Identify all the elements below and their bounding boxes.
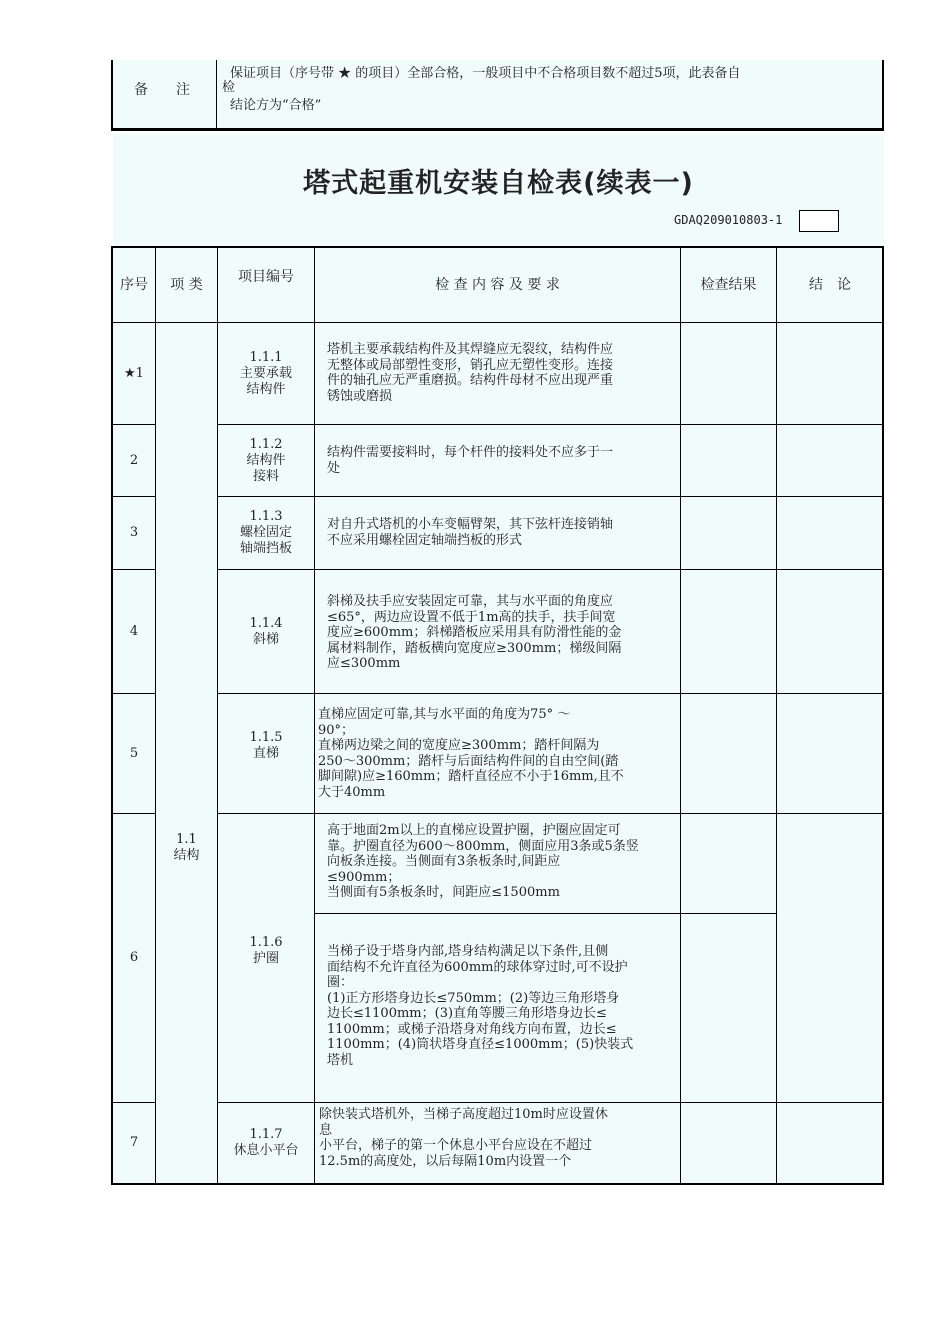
row-sep-6 [217,1102,884,1103]
col-line-seq [155,246,156,1185]
row-6-item: 1.1.6 护圈 [249,935,283,966]
row-1-conclusion-cell[interactable] [777,323,883,424]
row-4-item: 1.1.4 斜梯 [249,615,283,647]
row-5-result-cell[interactable] [681,694,776,813]
row-3-seq: 3 [129,525,139,540]
header-seq: 序号 [120,277,148,293]
row-1-item: 1.1.1 主要承载 结构件 [239,349,292,397]
table-right-border [882,246,884,1185]
remark-line-3: 结论方为“合格” [230,98,322,113]
row-6-requirement-b: 当梯子设于塔身内部,塔身结构满足以下条件,且侧 面结构不允许直径为600mm的球体穿过时,可不设护 圈： (1)正方形塔身边长≤750mm；(2)等边三角形塔身 边长≤1100mm；(3)直角等腰三角形塔身边长≤ 1100mm；或梯子沿塔身对角线方向布置，边长≤ 1100mm；(4)筒状塔身直径≤1000mm；(5)快装式 塔机 [327,944,634,1068]
header-conclusion: 结 论 [809,277,851,293]
row-sep-seq-3 [111,569,155,570]
row-4-result-cell[interactable] [681,570,776,693]
header-result: 检查结果 [700,277,757,293]
header-content: 检 查 内 容 及 要 求 [435,277,560,293]
table-bottom-border [111,1183,884,1185]
row-4-requirement: 斜梯及扶手应安装固定可靠，其与水平面的角度应 ≤65°，两边应设置不低于1m高的扶手，扶手间宽 度应≥600mm；斜梯踏板应采用具有防滑性能的金 属材料制作，踏板横向宽度应≥300mm；梯级间隔 应≤300mm [327,594,622,671]
row-5-conclusion-cell[interactable] [777,694,883,813]
row-1-seq: ★1 [124,365,144,381]
row-2-requirement: 结构件需要接料时，每个杆件的接料处不应多于一 处 [327,445,614,476]
row-6-conclusion-cell[interactable] [777,814,883,1102]
remark-line-1: 保证项目（序号带 ★ 的项目）全部合格，一般项目中不合格项目数不超过5项，此表备自 [230,66,741,81]
row-5-requirement: 直梯应固定可靠,其与水平面的角度为75° ～ 90°； 直梯两边梁之间的宽度应≥300mm；踏杆间隔为 250～300mm；踏杆与后面结构件间的自由空间(踏 脚间隙)应≥160mm；踏杆直径应不小于16mm,且不 大于40mm [318,707,624,800]
remark-divider [216,60,217,130]
row-sep-2 [217,496,884,497]
row-sep-seq-4 [111,693,155,694]
row-7-requirement: 除快装式塔机外，当梯子高度超过10m时应设置休 息 小平台，梯子的第一个休息小平台应设在不超过 12.5m的高度处，以后每隔10m内设置一个 [319,1107,608,1169]
header-bottom-border [111,322,884,323]
category-structure: 1.1 结构 [173,832,200,863]
row-6-requirement-a: 高于地面2m以上的直梯应设置护圈，护圈应固定可 靠。护圈直径为600～800mm，侧面应用3条或5条竖 向板条连接。当侧面有3条板条时,间距应 ≤900mm； 当侧面有5条板条时，间距应≤1500mm [327,823,639,900]
remark-right-border [882,60,884,131]
row-7-seq: 7 [129,1135,139,1150]
row-7-result-cell[interactable] [681,1103,776,1183]
row-3-requirement: 对自升式塔机的小车变幅臂架，其下弦杆连接销轴 不应采用螺栓固定轴端挡板的形式 [327,517,614,548]
row-4-seq: 4 [129,623,139,639]
page-title: 塔式起重机安装自检表(续表一) [303,167,694,199]
row-6-seq: 6 [129,950,139,965]
row-3-conclusion-cell[interactable] [777,497,883,569]
remark-left-border [111,60,113,131]
row-sep-seq-2 [111,496,155,497]
row-sep-seq-1 [111,424,155,425]
remark-label: 备 注 [134,82,190,98]
row-6-result-cell-b[interactable] [681,914,776,1102]
table-left-border [111,246,113,1185]
row-3-result-cell[interactable] [681,497,776,569]
col-line-category [217,246,218,1185]
row-2-conclusion-cell[interactable] [777,425,883,496]
row-5-seq: 5 [129,745,139,761]
row-sep-seq-5 [111,813,155,814]
row-7-conclusion-cell[interactable] [777,1103,883,1183]
row-sep-1 [217,424,884,425]
row-sep-3 [217,569,884,570]
row-1-requirement: 塔机主要承载结构件及其焊缝应无裂纹，结构件应 无整体或局部塑性变形，销孔应无塑性变形。连接 件的轴孔应无严重磨损。结构件母材不应出现严重 锈蚀或磨损 [327,342,614,404]
col-line-item [314,246,315,1185]
doc-code-input-box[interactable] [799,210,839,232]
row-5-item: 1.1.5 直梯 [249,730,283,761]
row-2-item: 1.1.2 结构件 接料 [246,436,286,484]
row-2-result-cell[interactable] [681,425,776,496]
row-sep-seq-6 [111,1102,155,1103]
row-1-result-cell[interactable] [681,323,776,424]
row-sep-4 [217,693,884,694]
row-4-conclusion-cell[interactable] [777,570,883,693]
doc-code: GDAQ209010803-1 [674,213,783,227]
remark-row [112,60,884,130]
header-category: 项 类 [170,277,203,293]
row-7-item: 1.1.7 休息小平台 [233,1127,299,1158]
remark-line-2: 检 [222,80,236,95]
table-top-border [111,246,884,248]
row-6-result-cell-a[interactable] [681,814,776,913]
col-line-content [680,246,681,1185]
row-2-seq: 2 [129,452,139,468]
row-3-item: 1.1.3 螺栓固定 轴端挡板 [239,509,292,556]
header-item-no: 项目编号 [238,269,294,285]
remark-bottom-border [111,128,884,131]
row-sep-5 [217,813,884,814]
row-sep-6-inner [314,913,777,914]
col-line-result [776,246,777,1185]
